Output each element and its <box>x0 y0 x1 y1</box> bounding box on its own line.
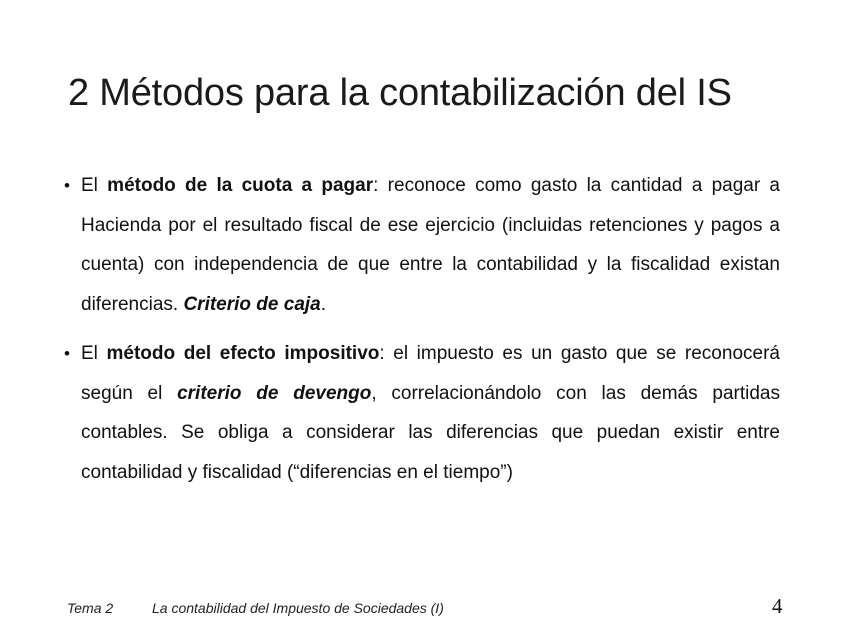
bullet-term: método de la cuota a pagar <box>107 175 374 196</box>
bullet-dot-icon: • <box>64 344 70 363</box>
bullet-criterion: Criterio de caja <box>183 293 321 315</box>
bullet-suffix: . <box>320 293 327 315</box>
page-number: 4 <box>772 594 783 618</box>
bullet-item-cuota-a-pagar <box>64 166 780 324</box>
bullet-prefix: El <box>81 343 107 364</box>
bullet-list <box>64 166 780 492</box>
bullet-criterion: criterio de devengo <box>177 382 372 404</box>
footer-tema: Tema 2 <box>67 600 114 616</box>
bullet-suffix: , correlacionándolo con las demás partidas contables. Se obliga a considerar las diferencias que puedan existir entre contabilidad y fiscalidad (“diferencias en el tiempo”) <box>81 382 780 483</box>
bullet-prefix: El <box>81 175 108 196</box>
footer-topic: La contabilidad del Impuesto de Sociedades (I) <box>152 600 444 616</box>
bullet-item-efecto-impositivo <box>64 334 780 492</box>
bullet-term: método del efecto impositivo <box>106 343 380 364</box>
bullet-text: : el impuesto es un gasto que se reconocerá según el <box>81 343 780 404</box>
bullet-dot-icon: • <box>64 176 70 195</box>
slide-title: 2 Métodos para la contabilización del IS <box>68 72 732 114</box>
bullet-text: : reconoce como gasto la cantidad a pagar a Hacienda por el resultado fiscal de ese ejercicio (incluidas retenciones y pagos a cuenta) con independencia de que entre la contabilidad y la fiscalidad existan diferencias. <box>81 175 780 315</box>
